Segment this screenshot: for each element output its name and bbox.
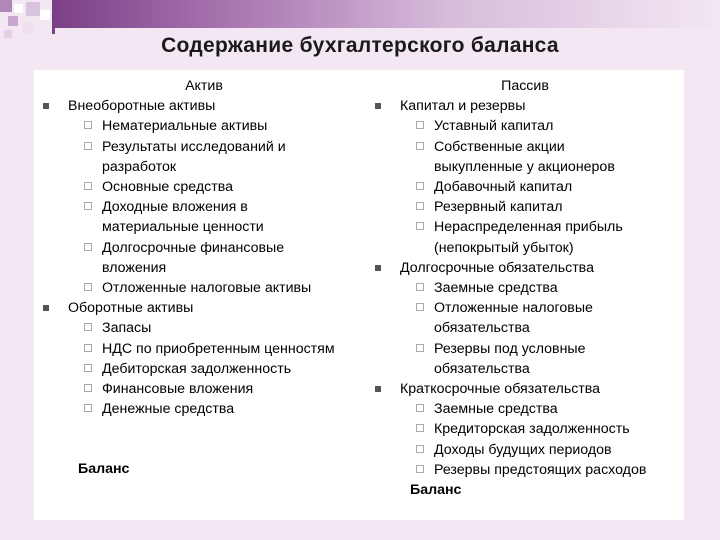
assets-group-label: [34, 298, 374, 318]
list-item: [34, 318, 374, 338]
list-item: [366, 278, 684, 298]
checkbox-bullet-icon: [84, 202, 92, 210]
decor-square: [40, 10, 50, 20]
checkbox-bullet-icon: [84, 121, 92, 129]
liabilities-group-label: [366, 379, 684, 399]
list-item: [366, 440, 684, 460]
list-item-text: Собственные акции: [434, 138, 565, 155]
decor-square: [14, 4, 23, 13]
group-label-text: Внеоборотные активы: [68, 98, 216, 115]
bullet-icon: [375, 265, 381, 271]
list-item-continuation: (непокрытый убыток): [434, 239, 574, 256]
decor-square: [22, 22, 34, 34]
liabilities-total: Баланс: [410, 482, 462, 499]
decor-square: [8, 16, 18, 26]
bullet-icon: [43, 305, 49, 311]
list-item: [34, 137, 374, 157]
checkbox-bullet-icon: [416, 303, 424, 311]
list-item-text: Долгосрочные финансовые: [102, 239, 285, 256]
list-item-text: Уставный капитал: [434, 118, 554, 135]
group-label-text: Капитал и резервы: [400, 98, 526, 115]
checkbox-bullet-icon: [416, 424, 424, 432]
list-item-text: Резервный капитал: [434, 199, 563, 216]
list-item-continuation: вложения: [102, 259, 167, 276]
checkbox-bullet-icon: [416, 283, 424, 291]
list-item: [34, 379, 374, 399]
assets-group-label: [34, 96, 374, 116]
list-item-continuation: разработок: [102, 158, 177, 175]
list-item-continuation: обязательства: [434, 360, 530, 377]
liabilities-column: [366, 76, 684, 500]
list-item-text: Доходные вложения в: [102, 199, 248, 216]
list-item-text: Кредиторская задолженность: [434, 421, 630, 438]
list-item-text: НДС по приобретенным ценностям: [102, 340, 335, 357]
list-item: [366, 419, 684, 439]
list-item-text: Заемные средства: [434, 401, 558, 418]
bullet-icon: [43, 103, 49, 109]
list-item-text: Доходы будущих периодов: [434, 441, 612, 458]
list-item: [34, 177, 374, 197]
checkbox-bullet-icon: [416, 142, 424, 150]
checkbox-bullet-icon: [84, 142, 92, 150]
list-item-text: Финансовые вложения: [102, 381, 254, 398]
list-item-continuation: обязательства: [434, 320, 530, 337]
liabilities-group-label: [366, 258, 684, 278]
group-label-text: Оборотные активы: [68, 300, 194, 317]
assets-total: Баланс: [78, 461, 130, 478]
decor-square: [26, 2, 40, 16]
checkbox-bullet-icon: [416, 404, 424, 412]
list-item: [366, 177, 684, 197]
list-item-text: Резервы под условные: [434, 340, 586, 357]
list-item: [366, 399, 684, 419]
list-item: [366, 197, 684, 217]
list-item: [34, 359, 374, 379]
list-item-text: Добавочный капитал: [434, 179, 573, 196]
list-item: [34, 278, 374, 298]
checkbox-bullet-icon: [84, 404, 92, 412]
list-item-text: Отложенные налоговые: [434, 300, 593, 317]
checkbox-bullet-icon: [416, 202, 424, 210]
bullet-icon: [375, 103, 381, 109]
header-divider: [52, 0, 55, 34]
checkbox-bullet-icon: [84, 323, 92, 331]
bullet-icon: [375, 386, 381, 392]
checkbox-bullet-icon: [416, 182, 424, 190]
list-item-continuation: выкупленные у акционеров: [434, 158, 615, 175]
list-item: [34, 116, 374, 136]
group-label-text: Долгосрочные обязательства: [400, 259, 594, 276]
checkbox-bullet-icon: [416, 222, 424, 230]
list-item-text: Нераспределенная прибыль: [434, 219, 623, 236]
checkbox-bullet-icon: [84, 364, 92, 372]
checkbox-bullet-icon: [84, 384, 92, 392]
checkbox-bullet-icon: [416, 445, 424, 453]
group-label-text: Краткосрочные обязательства: [400, 381, 601, 398]
checkbox-bullet-icon: [84, 182, 92, 190]
list-item: [34, 399, 374, 419]
list-item-text: Отложенные налоговые активы: [102, 280, 312, 297]
list-item: [34, 197, 374, 217]
checkbox-bullet-icon: [84, 344, 92, 352]
list-item-text: Дебиторская задолженность: [102, 360, 292, 377]
list-item-continuation: материальные ценности: [102, 219, 264, 236]
list-item: [366, 460, 684, 480]
checkbox-bullet-icon: [416, 121, 424, 129]
liabilities-heading: Пассив: [501, 78, 549, 94]
checkbox-bullet-icon: [84, 283, 92, 291]
list-item: [34, 339, 374, 359]
list-item-text: Запасы: [102, 320, 152, 337]
list-item-text: Заемные средства: [434, 280, 558, 297]
header-bar: [52, 0, 720, 28]
list-item: [366, 339, 684, 359]
list-item: [366, 137, 684, 157]
slide-title: Содержание бухгалтерского баланса: [161, 34, 559, 57]
assets-heading: Актив: [185, 78, 223, 94]
list-item-text: Денежные средства: [102, 401, 235, 418]
assets-column: [34, 76, 374, 480]
liabilities-group-label: [366, 96, 684, 116]
checkbox-bullet-icon: [84, 243, 92, 251]
decor-square: [0, 0, 12, 12]
list-item-text: Нематериальные активы: [102, 118, 268, 135]
list-item: [366, 116, 684, 136]
list-item: [366, 217, 684, 237]
list-item-text: Основные средства: [102, 179, 233, 196]
list-item: [34, 238, 374, 258]
list-item-text: Результаты исследований и: [102, 138, 286, 155]
spacer: [34, 419, 374, 459]
checkbox-bullet-icon: [416, 465, 424, 473]
list-item-text: Резервы предстоящих расходов: [434, 461, 647, 478]
checkbox-bullet-icon: [416, 344, 424, 352]
list-item: [366, 298, 684, 318]
